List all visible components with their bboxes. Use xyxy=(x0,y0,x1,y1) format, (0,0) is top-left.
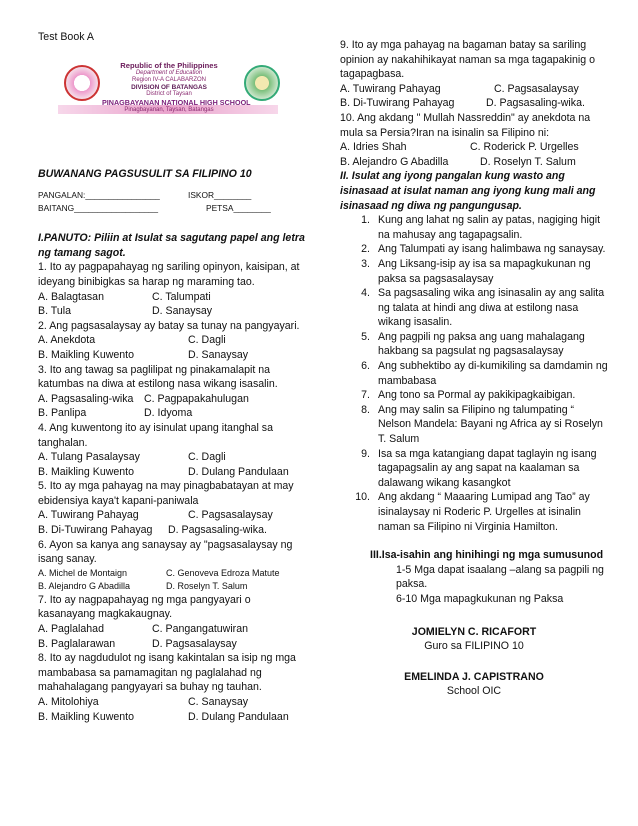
question-9 xyxy=(340,38,608,111)
option-c: C. Dagli xyxy=(188,334,226,347)
logo-text xyxy=(102,60,251,114)
option-d: D. Pagsasalaysay xyxy=(152,637,237,650)
item-text: Kung ang lahat ng salin ay patas, nagiging higit na mahusay ang tagapagsalin. xyxy=(378,214,601,241)
exam-title: BUWANANG PAGSUSULIT SA FILIPINO 10 xyxy=(38,167,252,180)
part2-item xyxy=(340,447,608,491)
item-number: 6. xyxy=(361,360,370,373)
question-7 xyxy=(38,593,306,651)
option-a: A. Tuwirang Pahayag xyxy=(340,82,441,95)
logo-line-deped: Department of Education xyxy=(135,69,203,76)
part3-item-1 xyxy=(396,563,608,592)
item-text: Sa pagsasaling wika ang isinasalin ay ang salita ng talata at hindi ang diwa at estilong nasa wikang isasalin. xyxy=(378,287,605,329)
signature-block xyxy=(340,625,608,699)
option-d: D. Roselyn T. Salum xyxy=(480,155,576,168)
option-c: C. Roderick P. Urgelles xyxy=(470,141,579,154)
option-b: B. Paglalarawan xyxy=(38,637,116,650)
question-stem: 9. Ito ay mga pahayag na bagaman batay sa sariling opinion ay nakahihikayat naman sa mga tagapakinig o tagapagbasa. xyxy=(340,39,596,81)
option-b: B. Alejandro G Abadilla xyxy=(340,155,449,168)
left-column xyxy=(38,30,306,724)
item-number: 4. xyxy=(361,287,370,300)
option-d: D. Roselyn T. Salum xyxy=(166,580,248,591)
option-c: C. Dagli xyxy=(188,451,226,464)
logo-line-school: PINAGBAYANAN NATIONAL HIGH SCHOOL xyxy=(102,97,251,107)
part2-item xyxy=(340,330,608,359)
item-number: 9. xyxy=(361,447,370,460)
field-iskor[interactable]: ISKOR________ xyxy=(188,190,252,201)
school-logo-header xyxy=(58,59,278,117)
option-c: C. Talumpati xyxy=(152,290,211,303)
student-fields xyxy=(38,189,306,215)
signatory-1-name: JOMIELYN C. RICAFORT xyxy=(411,625,537,638)
school-seal-icon xyxy=(244,65,280,101)
right-column xyxy=(340,38,608,699)
logo-line-address: Pinagbayanan, Taysan, Batangas xyxy=(124,106,214,113)
option-d: D. Dulang Pandulaan xyxy=(188,710,289,723)
option-a: A. Idries Shah xyxy=(340,141,407,154)
item-number: 8. xyxy=(361,403,370,416)
option-a: A. Tuwirang Pahayag xyxy=(38,509,139,522)
option-b: B. Alejandro G Abadilla xyxy=(38,580,131,591)
option-d: D. Pagsasaling-wika. xyxy=(486,97,585,110)
option-b: B. Maikling Kuwento xyxy=(38,465,134,478)
option-d: D. Sanaysay xyxy=(188,348,249,361)
part2-item xyxy=(340,257,608,286)
part2-item xyxy=(340,388,608,403)
option-a: A. Michel de Montaign xyxy=(38,567,128,578)
question-stem: 1. Ito ay pagpapahayag ng sariling opinyon, kaisipan, at ideyang binibigkas sa harap ng maraming tao. xyxy=(38,261,300,288)
option-b: B. Di-Tuwirang Pahayag xyxy=(38,524,153,537)
item-text: Isa sa mga katangiang dapat taglayin ng isang tagapagsalin ay ang sapat na kaalaman sa dalawang wikang kasangkot xyxy=(378,447,597,489)
logo-line-district: District of Taysan xyxy=(146,90,192,97)
logo-line-region: Region IV-A CALABARZON xyxy=(131,76,207,83)
question-6 xyxy=(38,538,306,593)
item-number: 1. xyxy=(361,214,370,227)
signatory-2-name: EMELINDA J. CAPISTRANO xyxy=(404,670,544,683)
item-text: Ang may salin sa Filipino ng talumpating “ Nelson Mandela: Bayani ng Africa ay si Roselyn T. Salum xyxy=(378,403,603,446)
option-c: C. Pagsasalaysay xyxy=(494,82,579,95)
signatory-1-role: Guro sa FILIPINO 10 xyxy=(424,640,524,653)
item-text: Ang subhektibo ay di-kumikiling sa damdamin ng mambabasa xyxy=(378,360,608,387)
item-number: 5. xyxy=(361,330,370,343)
field-baitang[interactable]: BAITANG__________________ xyxy=(38,203,158,214)
part2-item xyxy=(340,242,608,257)
item-number: 2. xyxy=(361,243,370,256)
option-a: A. Tulang Pasalaysay xyxy=(38,451,140,464)
field-petsa[interactable]: PETSA________ xyxy=(206,203,271,214)
item-text: Ang Liksang-isip ay isa sa mapagkukunan ng paksa sa pagsasalaysay xyxy=(378,257,591,285)
part2-item xyxy=(340,490,608,534)
option-d: D. Sanaysay xyxy=(152,305,213,318)
question-2 xyxy=(38,319,306,363)
question-stem: 10. Ang akdang " Mullah Nassreddin" ay anekdota na mula sa Persia?Iran na isinalin sa Filipino ni: xyxy=(340,111,591,139)
part2-item xyxy=(340,403,608,447)
item-text: Ang pagpili ng paksa ang uang mahalagang hakbang sa pagsulat ng pagsasalaysay xyxy=(378,330,585,358)
option-c: C. Sanaysay xyxy=(188,696,249,708)
part2-instruction: II. Isulat ang iyong pangalan kung wasto ang isinasaad at isulat naman ang iyong kung mali ang isinasaad ng diwa ng pangungusap. xyxy=(340,170,596,212)
option-a: A. Pagsasaling-wika xyxy=(38,392,134,405)
part3-instruction: III.Isa-isahin ang hinihingi ng mga sumusunod xyxy=(370,549,604,562)
option-d: D. Idyoma xyxy=(144,407,193,420)
item-number: 7. xyxy=(361,389,370,402)
part3-item-1-text: 1-5 Mga dapat isaalang –alang sa pagpili ng paksa. xyxy=(396,563,604,591)
question-stem: 4. Ang kuwentong ito ay isinulat upang itanghal sa tanghalan. xyxy=(38,421,273,449)
question-4 xyxy=(38,421,306,479)
option-d: D. Dulang Pandulaan xyxy=(188,465,289,478)
option-b: B. Maikling Kuwento xyxy=(38,348,134,361)
test-book-label: Test Book A xyxy=(38,31,94,43)
part2-list xyxy=(340,213,608,534)
question-stem: 6. Ayon sa kanya ang sanaysay ay "pagsasalaysay ng isang sanay. xyxy=(38,538,293,566)
signatory-2-role: School OIC xyxy=(446,685,502,698)
part2-item xyxy=(340,359,608,388)
question-8 xyxy=(38,651,306,724)
field-pangalan[interactable]: PANGALAN:________________ xyxy=(38,190,160,201)
item-text: Ang Talumpati ay isang halimbawa ng sanaysay. xyxy=(378,243,606,256)
logo-line-republic: Republic of the Philippines xyxy=(120,60,218,70)
part1-instruction: I.PANUTO: Piliin at Isulat sa sagutang papel ang letra ng tamang sagot. xyxy=(38,232,305,259)
option-c: C. Genoveva Edroza Matute xyxy=(166,567,280,578)
option-c: C. Pagpapakahulugan xyxy=(144,392,249,405)
question-stem: 3. Ito ang tawag sa paglilipat ng pinakamalapit na katumbas na diwa at estilong nasa wikang isasalin. xyxy=(38,363,278,391)
question-5 xyxy=(38,479,306,537)
option-a: A. Paglalahad xyxy=(38,623,104,636)
item-number: 3. xyxy=(361,257,370,270)
option-b: B. Di-Tuwirang Pahayag xyxy=(340,97,455,110)
option-c: C. Pagsasalaysay xyxy=(188,509,273,522)
question-stem: 7. Ito ay nagpapahayag ng mga pangyayari o kasanayang magkakaugnay. xyxy=(38,593,251,621)
part3-item-2: 6-10 Mga mapagkukunan ng Paksa xyxy=(396,592,564,605)
item-text: Ang tono sa Pormal ay pakikipagkaibigan. xyxy=(378,389,576,402)
option-b: B. Panlipa xyxy=(38,407,87,420)
option-a: A. Balagtasan xyxy=(38,290,104,303)
deped-seal-icon xyxy=(64,65,100,101)
part2-item xyxy=(340,213,608,242)
logo-line-division: DIVISION OF BATANGAS xyxy=(131,83,207,91)
question-3 xyxy=(38,363,306,421)
question-stem: 8. Ito ay nagdudulot ng isang kakintalan sa isip ng mga mambabasa sa pamamagitan ng paglalahad ng mahahalagang pangyayari sa buhay ng tauhan. xyxy=(38,652,296,694)
question-10 xyxy=(340,111,608,169)
question-stem: 2. Ang pagsasalaysay ay batay sa tunay na pangyayari. xyxy=(38,319,300,332)
question-1 xyxy=(38,260,306,318)
option-d: D. Pagsasaling-wika. xyxy=(168,524,267,537)
option-c: C. Pangangatuwiran xyxy=(152,623,248,636)
option-a: A. Mitolohiya xyxy=(38,696,99,708)
option-b: B. Maikling Kuwento xyxy=(38,710,134,723)
option-a: A. Anekdota xyxy=(38,334,96,347)
part2-item xyxy=(340,286,608,330)
item-number: 10. xyxy=(355,491,370,504)
item-text: Ang akdang “ Maaaring Lumipad ang Tao” ay isinalaysay ni Roderic P. Urgelles at isinalin naman sa Filipino ni Virginia Hamilton. xyxy=(378,491,590,533)
option-b: B. Tula xyxy=(38,305,71,318)
question-stem: 5. Ito ay mga pahayag na may pinagbabatayan at may ebidensiya kaya't kapani-paniwala xyxy=(38,480,294,507)
